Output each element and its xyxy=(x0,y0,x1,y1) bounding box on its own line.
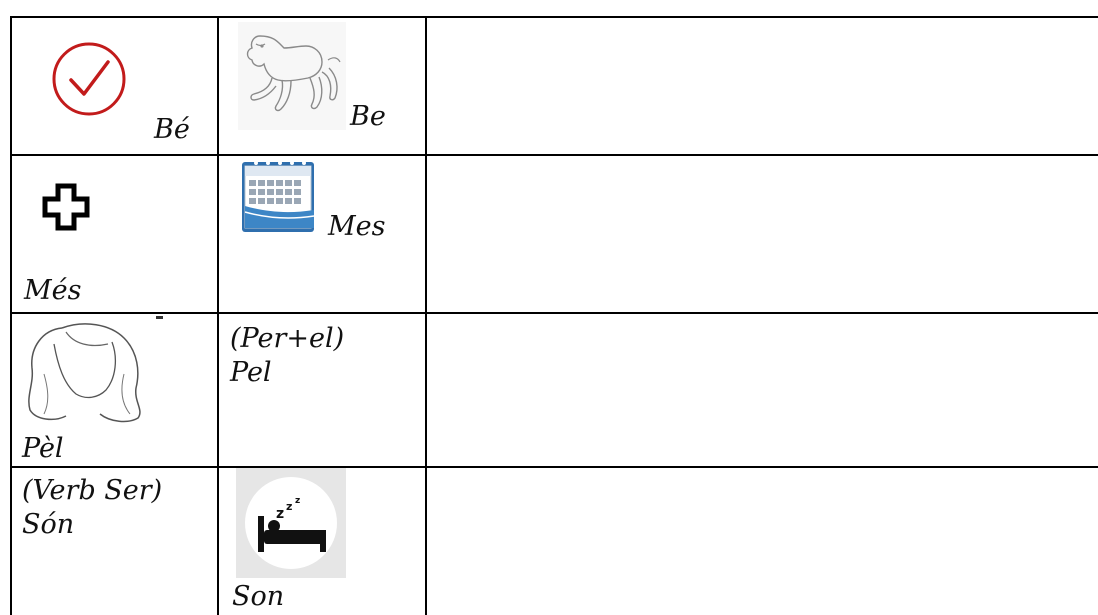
row-divider-2 xyxy=(10,312,1098,314)
word-pel: Pel xyxy=(230,357,272,388)
table-top-border xyxy=(10,16,1098,18)
son-verb-note: (Verb Ser) xyxy=(22,475,163,506)
word-be: Be xyxy=(350,101,386,132)
table-left-border xyxy=(10,16,12,615)
pel-note: (Per+el) xyxy=(230,323,345,354)
row-divider-1 xyxy=(10,154,1098,156)
svg-text:z: z xyxy=(276,506,285,522)
calendar-icon xyxy=(236,154,322,240)
word-son-accent: Són xyxy=(22,509,75,540)
hair-head-icon xyxy=(14,314,164,424)
lamb-icon xyxy=(238,22,346,130)
word-mes-accent: Més xyxy=(24,275,82,306)
column-divider-1 xyxy=(217,16,219,615)
row-divider-3 xyxy=(10,466,1098,468)
plus-cross-icon xyxy=(42,183,90,231)
word-be-accent: Bé xyxy=(154,114,190,145)
word-pel-accent: Pèl xyxy=(22,433,64,464)
check-mark-icon xyxy=(50,40,128,118)
sleeping-bed-icon xyxy=(236,468,346,578)
word-mes: Mes xyxy=(328,211,386,242)
column-divider-2 xyxy=(425,16,427,615)
word-son: Son xyxy=(232,581,285,612)
svg-text:z: z xyxy=(286,500,293,513)
svg-text:z: z xyxy=(295,496,301,506)
